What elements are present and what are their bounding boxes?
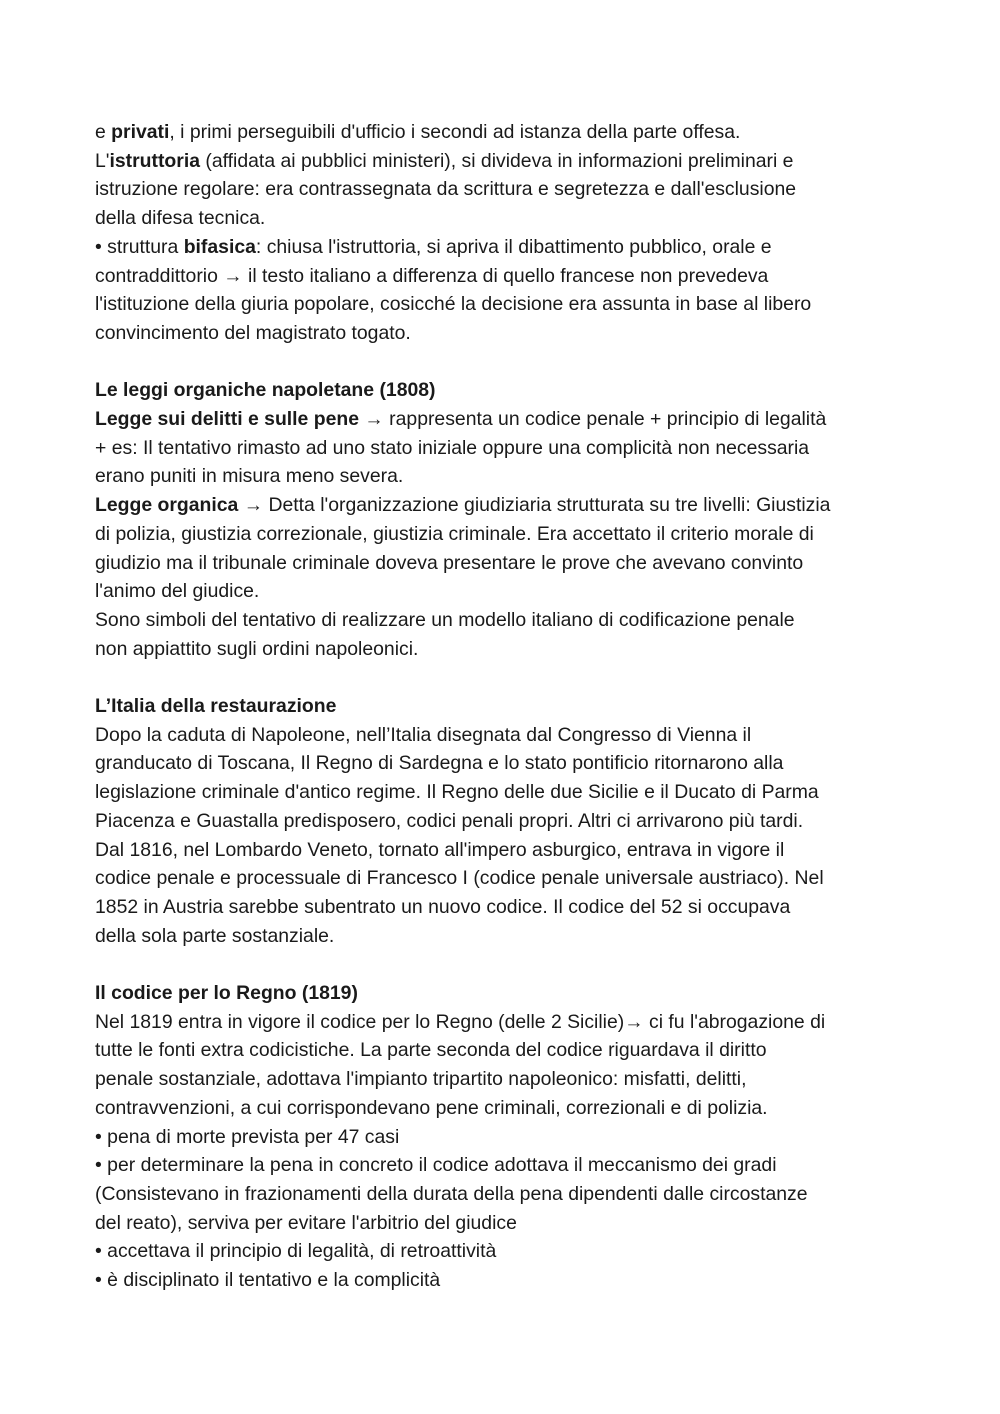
bullet-line: • pena di morte prevista per 47 casi	[95, 1125, 400, 1148]
bullet-line: • è disciplinato il tentativo e la complicità	[95, 1269, 441, 1292]
text-line: della sola parte sostanziale.	[95, 924, 335, 947]
text-run: Nel 1819 entra in vigore il codice per lo Regno (delle 2 Sicilie)	[95, 1010, 625, 1033]
text-run: rappresenta un codice penale + principio di legalità	[383, 408, 827, 431]
text-line	[95, 262, 910, 291]
text-run: L'	[95, 149, 110, 172]
text-line: penale sostanziale, adottava l'impianto tripartito napoleonico: misfatti, delitti,	[95, 1068, 747, 1091]
text-line: Dal 1816, nel Lombardo Veneto, tornato all'impero asburgico, entrava in vigore il	[95, 838, 785, 861]
arrow-icon: →	[624, 1010, 644, 1033]
text-line	[95, 118, 910, 147]
arrow-icon: →	[223, 264, 243, 287]
bold-term: bifasica	[183, 235, 256, 258]
text-run: il testo italiano a differenza di quello francese non prevedeva	[242, 264, 769, 287]
bold-term: privati	[111, 121, 170, 143]
text-line: Dopo la caduta di Napoleone, nell’Italia disegnata dal Congresso di Vienna il	[95, 723, 752, 746]
bold-term: Legge organica	[95, 494, 244, 517]
paragraph-spacer	[95, 348, 910, 377]
bullet-line	[95, 233, 910, 262]
text-run: e	[95, 121, 112, 143]
text-line: (Consistevano in frazionamenti della durata della pena dipendenti dalle circostanze	[95, 1182, 808, 1205]
text-line: del reato), serviva per evitare l'arbitrio del giudice	[95, 1211, 517, 1234]
text-run: : chiusa l'istruttoria, si apriva il dibattimento pubblico, orale e	[255, 235, 772, 258]
arrow-icon: →	[243, 494, 264, 517]
text-line: della difesa tecnica.	[95, 207, 266, 230]
text-line: legislazione criminale d'antico regime. Il Regno delle due Sicilie e il Ducato di Parma	[95, 781, 819, 804]
text-run: ci fu l'abrogazione di	[643, 1010, 826, 1033]
text-line: l'istituzione della giuria popolare, cosicché la decisione era assunta in base al libero	[95, 293, 812, 316]
bullet-line: • accettava il principio di legalità, di retroattività	[95, 1240, 497, 1263]
heading-text: Il codice per lo Regno (1819)	[95, 982, 358, 1005]
bullet-line: • per determinare la pena in concreto il codice adottava il meccanismo dei gradi	[95, 1154, 777, 1177]
paragraph-spacer	[95, 950, 910, 979]
text-line: contravvenzioni, a cui corrispondevano pene criminali, correzionali e di polizia.	[95, 1096, 768, 1119]
text-run: contraddittorio	[95, 264, 224, 287]
text-line: tutte le fonti extra codicistiche. La parte seconda del codice riguardava il diritto	[95, 1039, 767, 1062]
text-line: non appiattito sugli ordini napoleonici.	[95, 637, 419, 660]
document-page	[95, 118, 910, 1295]
paragraph-spacer	[95, 663, 910, 692]
bold-term: Legge sui delitti e sulle pene	[95, 408, 365, 431]
text-line: di polizia, giustizia correzionale, giustizia criminale. Era accettato il criterio morale di	[95, 522, 814, 545]
section-heading	[95, 376, 910, 405]
section-heading	[95, 979, 910, 1008]
bold-term: istruttoria	[109, 149, 200, 172]
text-line: erano puniti in misura meno severa.	[95, 465, 404, 488]
text-line: Sono simboli del tentativo di realizzare un modello italiano di codificazione penale	[95, 608, 795, 631]
text-run: • struttura	[95, 235, 184, 258]
text-line: granducato di Toscana, Il Regno di Sardegna e lo stato pontificio ritornarono alla	[95, 752, 784, 775]
text-line	[95, 491, 910, 520]
text-line: Piacenza e Guastalla predisposero, codici penali propri. Altri ci arrivarono più tardi.	[95, 809, 804, 832]
heading-text: L’Italia della restaurazione	[95, 695, 337, 718]
heading-text: Le leggi organiche napoletane (1808)	[95, 379, 436, 402]
text-run: (affidata ai pubblici ministeri), si divideva in informazioni preliminari e	[200, 149, 794, 172]
text-run: Detta l'organizzazione giudiziaria strutturata su tre livelli: Giustizia	[263, 494, 831, 517]
text-line: 1852 in Austria sarebbe subentrato un nuovo codice. Il codice del 52 si occupava	[95, 895, 791, 918]
text-line: + es: Il tentativo rimasto ad uno stato iniziale oppure una complicità non necessaria	[95, 436, 810, 459]
text-line	[95, 1008, 910, 1037]
text-line: convincimento del magistrato togato.	[95, 321, 411, 344]
text-line	[95, 147, 910, 176]
text-line	[95, 405, 910, 434]
arrow-icon: →	[364, 408, 384, 431]
text-run: , i primi perseguibili d'ufficio i secondi ad istanza della parte offesa.	[169, 121, 741, 143]
text-line: giudizio ma il tribunale criminale doveva presentare le prove che avevano convinto	[95, 551, 804, 574]
section-heading	[95, 692, 910, 721]
text-line: codice penale e processuale di Francesco I (codice penale universale austriaco). Nel	[95, 867, 824, 890]
text-line: istruzione regolare: era contrassegnata da scrittura e segretezza e dall'esclusione	[95, 178, 797, 201]
text-line: l'animo del giudice.	[95, 580, 260, 603]
